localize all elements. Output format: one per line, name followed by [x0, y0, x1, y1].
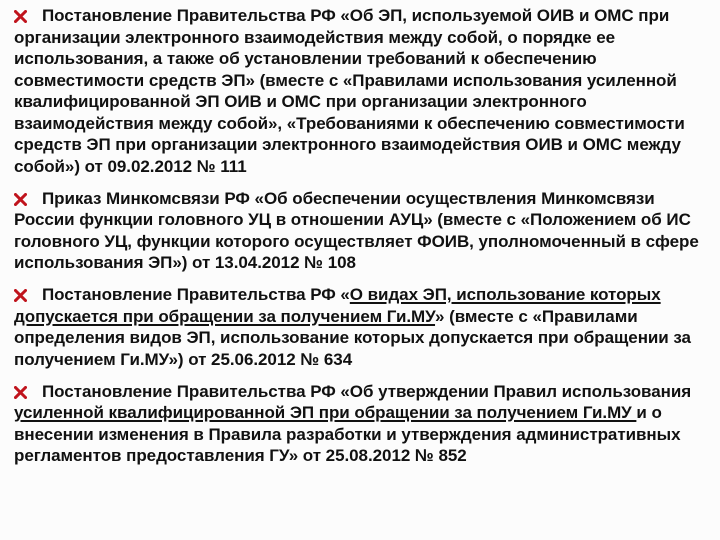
list-item-text-prefix: Постановление Правительства РФ «Об утверждении Правил использования [42, 381, 692, 401]
list-item-text-prefix: Постановление Правительства РФ « [42, 285, 350, 304]
x-mark-icon [14, 10, 27, 23]
list-item-text-suffix: » (вместе с «Правилами определения видов ЭП, использование которых допускается при обращении за получением Ги.МУ») от 25.06.2012 № 634 [14, 306, 691, 369]
x-mark-icon [14, 193, 27, 206]
x-mark-icon [14, 289, 27, 302]
list-item [14, 188, 712, 274]
list-item-text-suffix: и о внесении изменения в Правила разработки и утверждения административных регламентов предоставления ГУ» от 25.08.2012 № 852 [14, 403, 681, 465]
list-item-text: Приказ Минкомсвязи РФ «Об обеспечении осуществления Минкомсвязи России функции головного УЦ в отношении АУЦ» (вместе с «Положением об ИС головного УЦ, функции которого осуществляет ФОИВ, уполномоченный в сфере использования ЭП») от 13.04.2012 № 108 [14, 188, 699, 272]
list-item-text: Постановление Правительства РФ «Об ЭП, используемой ОИВ и ОМС при организации электронного взаимодействия между собой, о порядке ее использования, а также об установлении требований к обеспечению совместимости средств ЭП» (вместе с «Правилами использования усиленной квалифицированной ЭП ОИВ и ОМС при организации электронного взаимодействия между собой», «Требованиями к обеспечению совместимости средств ЭП при организации электронного взаимодействия ОИВ и ОМС между собой») от 09.02.2012 № 111 [14, 6, 685, 176]
x-mark-icon [14, 386, 27, 399]
list-item [14, 284, 712, 370]
regulations-list [14, 5, 712, 477]
list-item [14, 381, 712, 467]
list-item-text-underlined: усиленной квалифицированной ЭП при обращении за получением Ги.МУ [14, 403, 637, 422]
list-item-text-underlined: О видах ЭП, использование которых допускается при обращении за получением Ги.МУ [14, 285, 661, 326]
list-item [14, 5, 712, 177]
